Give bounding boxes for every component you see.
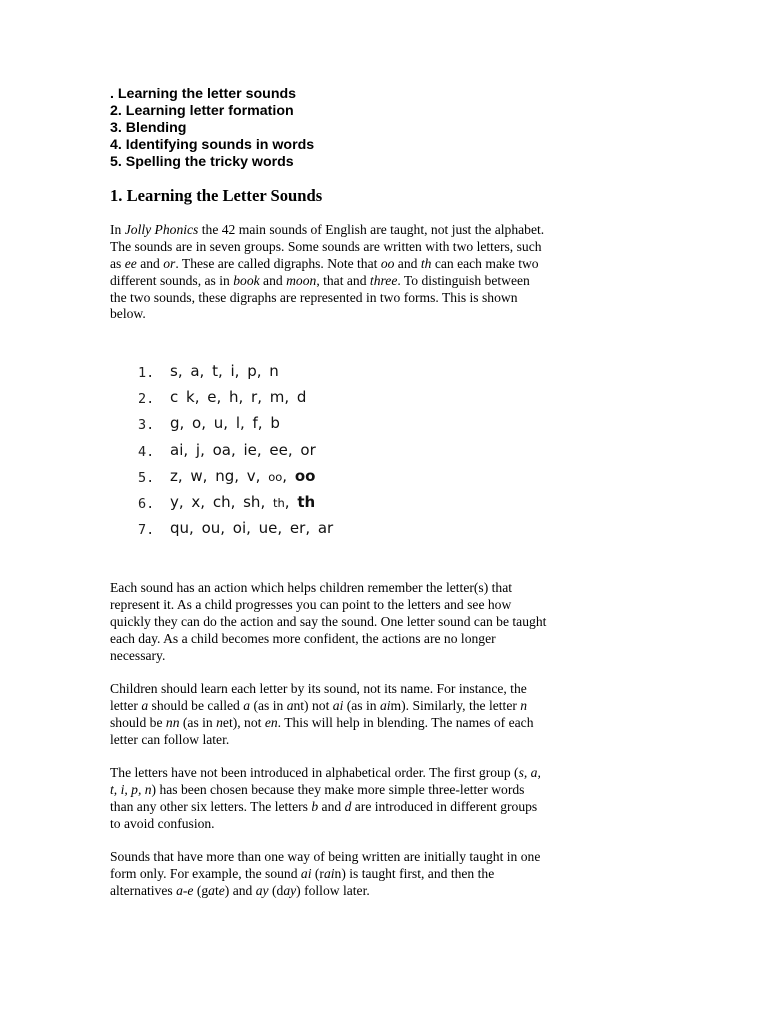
toc-item: . Learning the letter sounds xyxy=(110,86,297,102)
actions-paragraph: Each sound has an action which helps children remember the letter(s) that represent it. As a child progresses you can point to the letters and see how quickly they can do the action and say the sound. One letter sound can be taught each day. As a child becomes more confident, the actions are no longer necessary. xyxy=(110,580,547,663)
section-heading: 1. Learning the Letter Sounds xyxy=(110,186,323,205)
group-letters: c k, e, h, r, m, d xyxy=(170,388,307,407)
table-of-contents xyxy=(110,86,610,171)
group-number: 6. xyxy=(138,495,155,512)
toc-item: 4. Identifying sounds in words xyxy=(110,136,315,153)
group-letters: qu, ou, oi, ue, er, ar xyxy=(170,519,334,538)
toc-item: 3. Blending xyxy=(110,119,187,136)
group-number: 3. xyxy=(138,417,155,434)
toc-item: 5. Spelling the tricky words xyxy=(110,153,294,170)
order-paragraph: The letters have not been introduced in alphabetical order. The first group (s, a, t, i, p, n) has been chosen because they make more simple three-letter words than any other six letters. The letters b and d are introduced in different groups to avoid confusion. xyxy=(110,765,541,831)
group-letters: y, x, ch, sh, th, th xyxy=(170,492,316,511)
sound-names-paragraph: Children should learn each letter by its sound, not its name. For instance, the letter a should be called a (as in ant) not ai (as in aim). Similarly, the letter n should be nn (as in net), not en. This will help in blending. The names of each letter can follow later. xyxy=(110,681,534,747)
group-number: 7. xyxy=(138,522,155,539)
group-number: 4. xyxy=(138,443,155,460)
group-number: 1. xyxy=(138,365,155,381)
intro-paragraph: In Jolly Phonics the 42 main sounds of English are taught, not just the alphabet. The sounds are in seven groups. Some sounds are written with two letters, such as ee and or. These are called digraphs. Note that oo and th can each make two different sounds, as in book and moon, that and three. To distinguish between the two sounds, these digraphs are represented in two forms. This is shown below. xyxy=(110,222,545,322)
toc-item: 2. Learning letter formation xyxy=(110,102,294,119)
group-number: 2. xyxy=(138,391,155,408)
group-letters: s, a, t, i, p, n xyxy=(170,362,279,380)
group-number: 5. xyxy=(138,469,155,486)
group-letters: g, o, u, l, f, b xyxy=(170,414,280,433)
alternatives-paragraph: Sounds that have more than one way of being written are initially taught in one form only. For example, the sound ai (rain) is taught first, and then the alternatives a-e (gate) and ay (day) follow later. xyxy=(110,849,541,898)
group-letters: z, w, ng, v, oo, oo xyxy=(170,466,316,485)
group-letters: ai, j, oa, ie, ee, or xyxy=(170,440,316,459)
